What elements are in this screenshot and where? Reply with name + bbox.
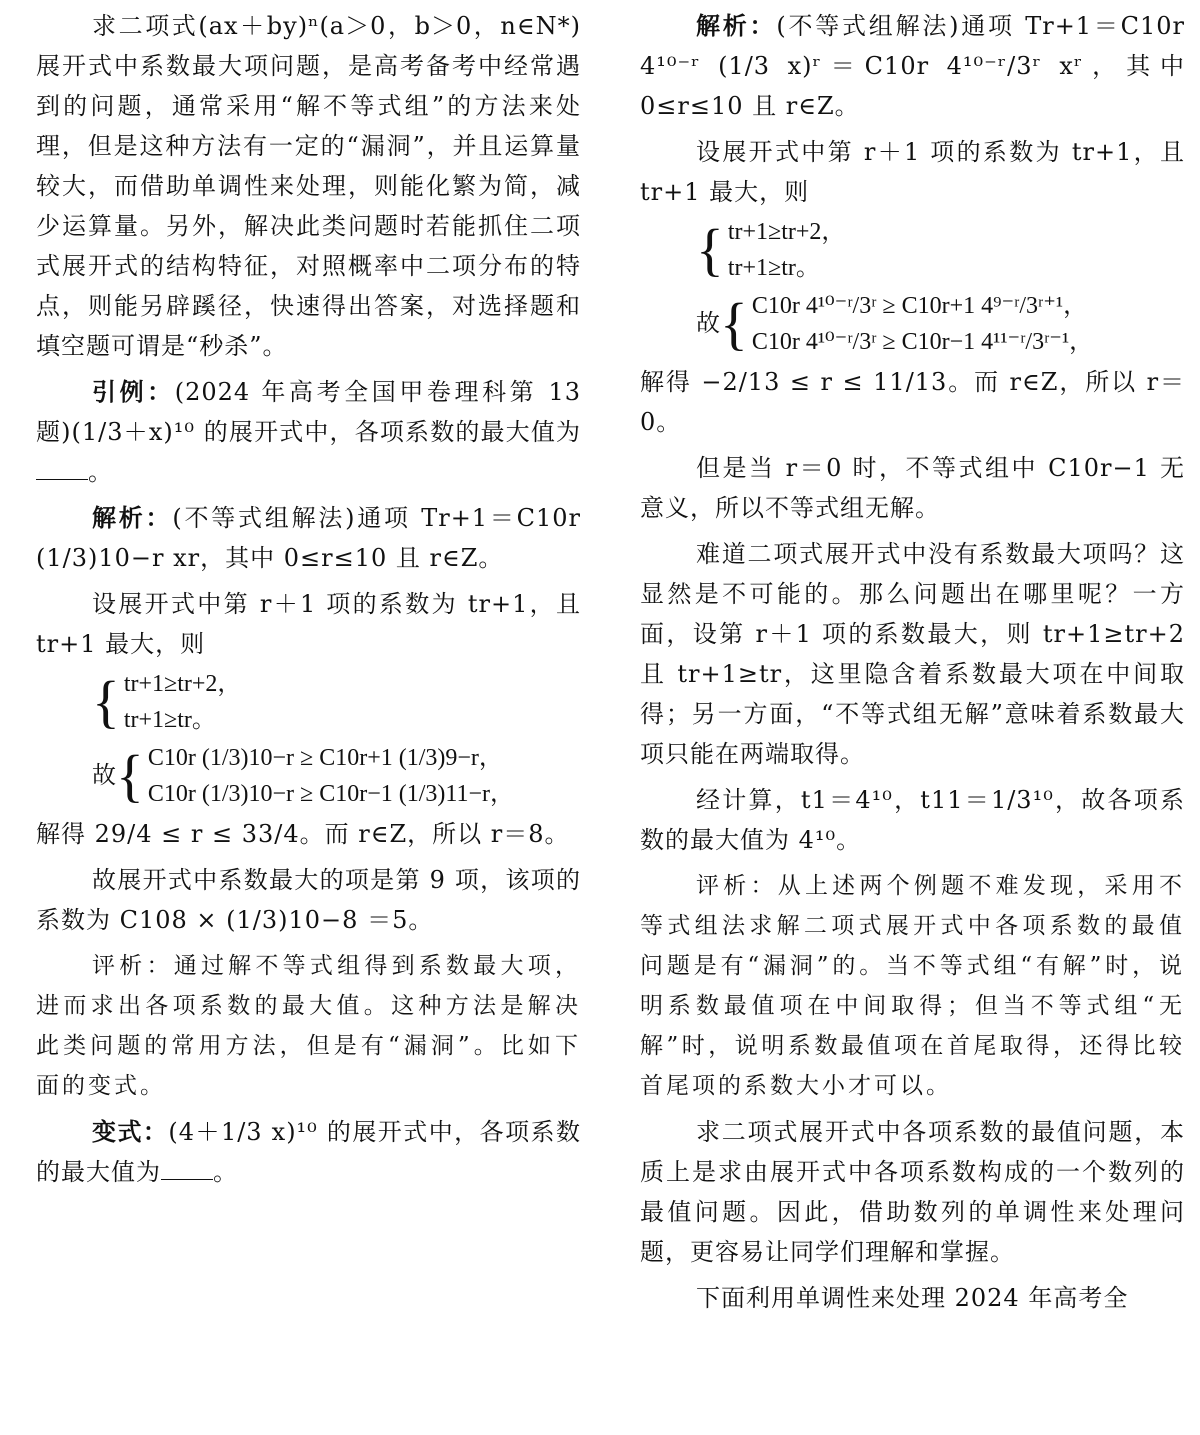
variant-end: 。 — [213, 1158, 238, 1186]
review-paragraph: 评析：通过解不等式组得到系数最大项，进而求出各项系数的最大值。这种方法是解决此类问题的常用方法，但是有“漏洞”。比如下面的变式。 — [36, 953, 581, 1099]
solution-text: (不等式组解法)通项 Tr+1＝C10r (1/3)10−r xr，其中 0≤r≤10 且 r∈Z。 — [36, 504, 581, 572]
inequality-system — [640, 214, 1185, 286]
left-brace: { — [696, 217, 724, 282]
inequality-system — [36, 666, 581, 738]
solution-text: (不等式组解法)通项 Tr+1＝C10r 4¹⁰⁻ʳ (1/3 x)ʳ＝C10r 4¹⁰⁻ʳ/3ʳ xʳ，其中 0≤r≤10 且 r∈Z。 — [640, 12, 1185, 120]
gu-label: 故 — [92, 763, 116, 789]
system-line-1: tr+1≥tr+2， — [727, 219, 846, 245]
example-text: (2024 年高考全国甲卷理科第 13 题)(1/3＋x)¹⁰ 的展开式中，各项系数的最大值为 — [36, 378, 581, 446]
gu-label: 故 — [696, 311, 720, 337]
inequality-1: C10r (1/3)10−r ≥ C10r+1 (1/3)9−r， — [147, 745, 503, 771]
inequality-1: C10r 4¹⁰⁻ʳ/3ʳ ≥ C10r+1 4⁹⁻ʳ/3ʳ⁺¹， — [751, 293, 1088, 319]
left-brace: { — [720, 291, 748, 356]
inequality-2: C10r 4¹⁰⁻ʳ/3ʳ ≥ C10r−1 4¹¹⁻ʳ/3ʳ⁻¹， — [751, 329, 1094, 355]
right-column — [640, 6, 1185, 1318]
inequality-2: C10r (1/3)10−r ≥ C10r−1 (1/3)11−r， — [147, 781, 515, 807]
solution-paragraph — [36, 498, 581, 578]
variant-paragraph — [36, 1112, 581, 1192]
solution-label: 解析： — [696, 12, 777, 40]
answer-blank — [36, 457, 88, 480]
system-line-1: tr+1≥tr+2， — [123, 671, 242, 697]
left-brace: { — [116, 743, 144, 808]
assume-text: 设展开式中第 r＋1 项的系数为 tr+1，且 tr+1 最大，则 — [640, 138, 1185, 206]
variant-text: (4＋1/3 x)¹⁰ 的展开式中，各项系数的最大值为 — [36, 1118, 582, 1186]
next-paragraph: 下面利用单调性来处理 2024 年高考全 — [696, 1284, 1129, 1312]
coefficient-inequalities — [36, 740, 581, 812]
assume-paragraph — [36, 584, 581, 664]
but-paragraph: 但是当 r＝0 时，不等式组中 C10r−1 无意义，所以不等式组无解。 — [640, 454, 1185, 522]
essence-paragraph: 求二项式展开式中各项系数的最值问题，本质上是求由展开式中各项系数构成的一个数列的最值问题。因此，借助数列的单调性来处理问题，更容易让同学们理解和掌握。 — [640, 1118, 1185, 1266]
conclusion-paragraph: 故展开式中系数最大的项是第 9 项，该项的系数为 C108 × (1/3)10−8 ＝5。 — [36, 866, 581, 934]
system-line-2: tr+1≥tr。 — [123, 707, 216, 733]
question-paragraph: 难道二项式展开式中没有系数最大项吗？这显然是不可能的。那么问题出在哪里呢？一方面，设第 r＋1 项的系数最大，则 tr+1≥tr+2 且 tr+1≥tr，这里隐含着系数最大项在中间取得；另一方面，“不等式组无解”意味着系数最大项只能在两端取得。 — [640, 540, 1185, 768]
variant-label: 变式： — [92, 1118, 169, 1146]
left-brace: { — [92, 669, 120, 734]
assume-paragraph — [640, 132, 1185, 212]
example-end: 。 — [88, 458, 113, 486]
assume-text: 设展开式中第 r＋1 项的系数为 tr+1，且 tr+1 最大，则 — [36, 590, 581, 658]
example-paragraph — [36, 372, 581, 492]
solution-label: 解析： — [92, 504, 173, 532]
intro-paragraph: 求二项式(ax＋by)ⁿ(a＞0，b＞0，n∈N*)展开式中系数最大项问题，是高考备考中经常遇到的问题，通常采用“解不等式组”的方法来处理，但是这种方法有一定的“漏洞”，并且运算量较大，而借助单调性来处理，则能化繁为简，减少运算量。另外，解决此类问题时若能抓住二项式展开式的结构特征，对照概率中二项分布的特点，则能另辟蹊径，快速得出答案，对选择题和填空题可谓是“秒杀”。 — [36, 12, 581, 360]
left-column — [36, 6, 581, 1192]
solve-result: 解得 29/4 ≤ r ≤ 33/4。而 r∈Z，所以 r＝8。 — [36, 820, 570, 848]
calculation-paragraph: 经计算，t1＝4¹⁰，t11＝1/3¹⁰，故各项系数的最大值为 4¹⁰。 — [640, 786, 1185, 854]
coefficient-inequalities — [640, 288, 1185, 360]
solve-result: 解得 −2/13 ≤ r ≤ 11/13。而 r∈Z，所以 r＝0。 — [640, 368, 1185, 436]
example-label: 引例： — [92, 378, 175, 406]
review-paragraph: 评析：从上述两个例题不难发现，采用不等式组法求解二项式展开式中各项系数的最值问题是有“漏洞”的。当不等式组“有解”时，说明系数最值项在中间取得；但当不等式组“无解”时，说明系数最值项在首尾取得，还得比较首尾项的系数大小才可以。 — [640, 873, 1185, 1099]
answer-blank — [161, 1157, 213, 1180]
solution-paragraph — [640, 6, 1185, 126]
system-line-2: tr+1≥tr。 — [727, 255, 820, 281]
